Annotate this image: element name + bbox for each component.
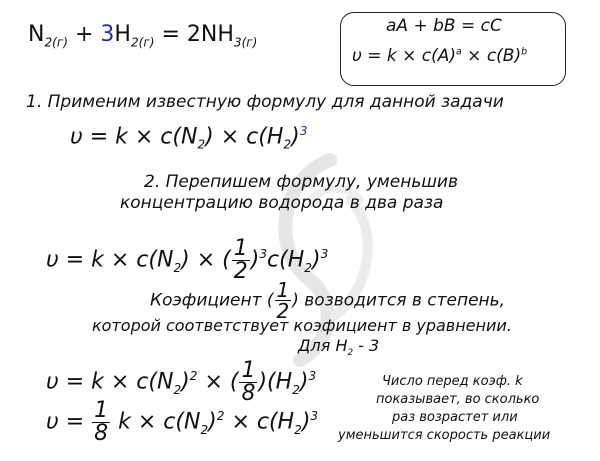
formula3-f-mid: ) <box>181 369 190 395</box>
formula4-f-start: υ = <box>46 409 92 435</box>
formula4-frac-num: 1 <box>94 398 109 423</box>
reaction-n: N <box>28 22 45 47</box>
step2-sub2: 2 <box>304 260 312 275</box>
step1-sub2: 2 <box>283 137 292 152</box>
formula4-frac-den: 8 <box>94 421 109 446</box>
step2-fraction <box>232 238 250 283</box>
formula4-f-mid2: ) <box>208 409 217 435</box>
formula4-exp1: 2 <box>216 409 225 424</box>
explanation-fraction <box>275 280 292 321</box>
note-line4: уменьшится скорость реакции <box>338 428 551 443</box>
step2-f-h: c(H <box>267 247 305 273</box>
formula3 <box>46 360 316 405</box>
general-equation: aA + bB = cC <box>386 16 502 36</box>
step1-f-end: ) <box>291 124 300 150</box>
explanation-line3-start: Для H <box>298 336 348 355</box>
formula3-f-start: υ = k × c(N <box>46 369 174 395</box>
formula3-exp1: 2 <box>189 369 198 384</box>
step1-formula <box>70 124 307 152</box>
explanation-frac-num: 1 <box>276 278 290 302</box>
note-line2: показывает, во сколько <box>376 392 540 407</box>
step2-frac-den: 2 <box>233 259 248 284</box>
formula3-fraction <box>239 360 257 405</box>
explanation-line3 <box>298 336 379 358</box>
formula3-exp2: 3 <box>308 369 317 384</box>
reaction-h-coef: 3 <box>100 22 115 47</box>
formula3-f-end: ) <box>299 369 309 395</box>
formula3-f-x: × ( <box>197 369 239 395</box>
reaction-n-sub: 2(г) <box>44 35 68 50</box>
formula3-frac-num: 1 <box>241 358 256 383</box>
step2-f-close: ) <box>250 247 260 273</box>
explanation-frac-den: 2 <box>276 299 290 323</box>
explanation-line1 <box>150 280 505 321</box>
step1-heading: 1. Применим известную формулу для данной задачи <box>26 92 504 112</box>
formula4-sub2: 2 <box>294 422 302 437</box>
formula4-f-mid: k × c(N <box>111 409 201 435</box>
step2-f-end: ) <box>311 247 321 273</box>
note-line1: Число перед коэф. k <box>382 374 523 389</box>
step2-exp1: 3 <box>259 247 268 262</box>
formula3-f-h: )(H <box>258 369 293 395</box>
formula4-f-h: × c(H <box>224 409 295 435</box>
note-line3: раз возрастет или <box>392 410 518 425</box>
step2-frac-num: 1 <box>233 236 248 261</box>
reaction-h: H <box>114 22 131 47</box>
general-rate-mid: × c(B) <box>461 46 522 66</box>
general-exp-a: a <box>456 46 462 58</box>
explanation-line3-sub: 2 <box>347 348 354 359</box>
reaction-product: = 2NH <box>161 22 234 47</box>
step2-f-mid: ) × ( <box>181 247 231 273</box>
reaction-equation <box>28 22 257 49</box>
step1-f-start: υ = k × c(N <box>70 124 198 150</box>
formula4-exp2: 3 <box>310 409 319 424</box>
step2-line1: 2. Перепишем формулу, уменьшив <box>144 172 458 192</box>
formula4-sub1: 2 <box>200 422 209 437</box>
explanation-part2: ) возводится в степень, <box>292 290 506 311</box>
formula4-fraction <box>92 400 110 445</box>
reaction-h-sub: 2(г) <box>130 35 155 50</box>
general-exp-b: b <box>521 46 528 58</box>
step2-formula <box>46 238 328 283</box>
step2-sub1: 2 <box>173 260 182 275</box>
step2-f-start: υ = k × c(N <box>46 247 174 273</box>
formula4 <box>46 400 318 445</box>
formula3-frac-den: 8 <box>241 381 256 406</box>
general-rate-lhs: υ = k × c(A) <box>352 46 457 66</box>
explanation-line3-end: - 3 <box>353 336 380 355</box>
formula3-sub2: 2 <box>292 382 300 397</box>
general-rate-law <box>352 46 527 66</box>
explanation-part1: Коэфициент ( <box>150 290 274 311</box>
step1-exp: 3 <box>299 124 308 138</box>
reaction-product-sub: 3(г) <box>233 35 258 50</box>
formula3-sub1: 2 <box>173 382 182 397</box>
formula4-f-end: ) <box>301 409 311 435</box>
step1-sub1: 2 <box>197 137 206 152</box>
step1-f-mid: ) × c(H <box>205 124 284 150</box>
reaction-plus: + <box>74 22 94 47</box>
explanation-line2: которой соответствует коэфициент в уравнении. <box>92 316 512 335</box>
step2-exp2: 3 <box>320 247 329 262</box>
step2-line2: концентрацию водорода в два раза <box>120 193 444 213</box>
